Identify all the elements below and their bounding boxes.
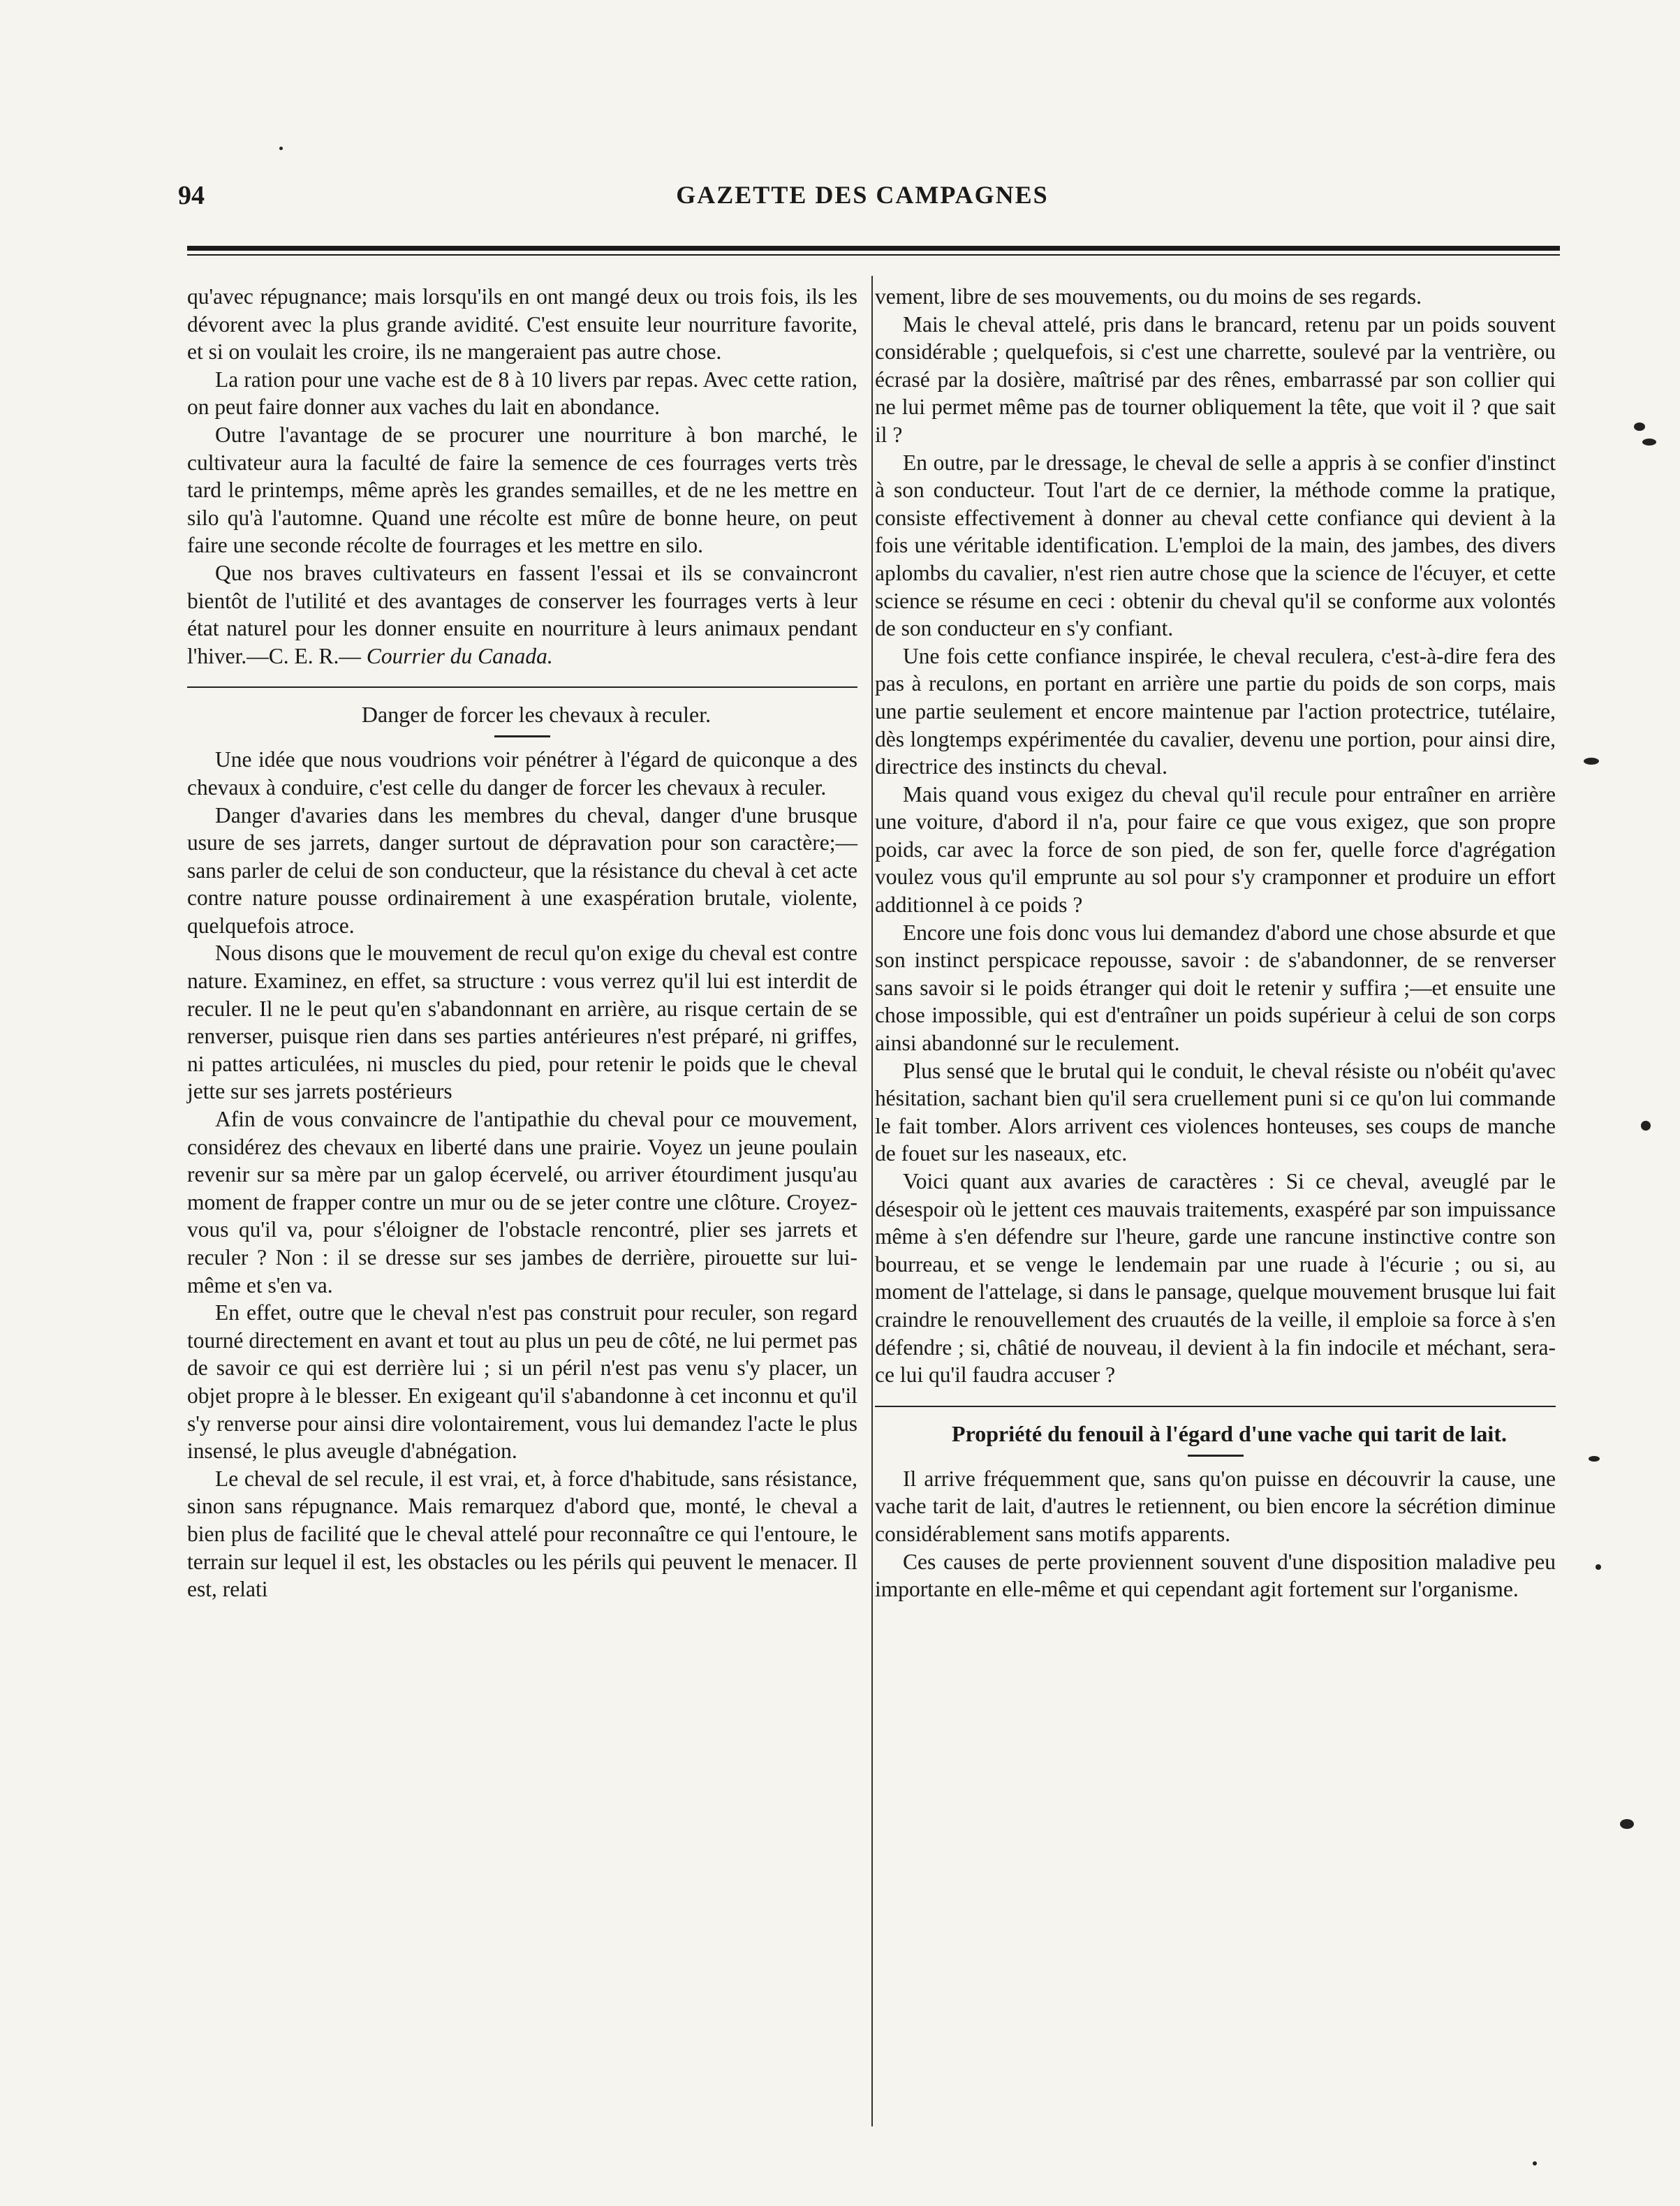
title-underline — [1188, 1455, 1244, 1457]
section-title: Propriété du fenouil à l'égard d'une vache qui tarit de lait. — [952, 1420, 1507, 1446]
paragraph: Outre l'avantage de se procurer une nourriture à bon marché, le cultivateur aura la faculté de faire la semence de ces fourrages verts très tard le printemps, même après les grandes semailles, et de ne les mettre en silo qu'à l'automne. Quand une récolte est mûre de bonne heure, on peut faire une seconde récolte de fourrages et les mettre en silo. — [187, 422, 857, 558]
paragraph: En effet, outre que le cheval n'est pas construit pour reculer, son regard tourné directement en avant et tout au plus un peu de côté, ne lui permet pas de savoir ce qui est derrière lui ; si un péril n'est pas venu s'y placer, un objet propre à le blesser. En exigeant qu'il s'abandonne à cet inconnu et qu'il s'y renverse pour ainsi dire volontairement, vous lui demandez l'acte le plus insensé, le plus aveugle d'abnégation. — [187, 1300, 857, 1464]
paragraph: La ration pour une vache est de 8 à 10 livers par repas. Avec cette ration, on peut faire donner aux vaches du lait en abondance. — [187, 367, 857, 420]
paragraph: Ces causes de perte proviennent souvent d'une disposition maladive peu importante en elle-même et qui cependant agit fortement sur l'organisme. — [875, 1549, 1556, 1602]
right-column — [875, 283, 1556, 1603]
paragraph: Plus sensé que le brutal qui le conduit, le cheval résiste ou n'obéit qu'avec hésitation, sachant bien qu'il sera cruellement puni si ce qu'on lui commande le fait tomber. Alors arrivent ces violences honteuses, ses coups de manche de fouet sur les naseaux, etc. — [875, 1058, 1556, 1166]
running-title: GAZETTE DES CAMPAGNES — [676, 181, 1049, 209]
scan-speck — [1584, 758, 1599, 765]
closing-paragraph — [187, 559, 857, 670]
scan-speck — [279, 147, 283, 150]
paragraph: vement, libre de ses mouvements, ou du moins de ses regards. — [875, 284, 1422, 309]
closing-text: Que nos braves cultivateurs en fassent l'essai et ils se convaincront bientôt de l'utilité et des avantages de conserver les fourrages verts à leur état naturel pour les donner ensuite en nourriture à leurs animaux pendant l'hiver.—C. E. R.— — [187, 560, 857, 668]
column-divider — [871, 276, 873, 2126]
header-rule-thick — [187, 246, 1560, 251]
header-rule-thin — [187, 254, 1560, 256]
paragraph: Mais le cheval attelé, pris dans le brancard, retenu par un poids souvent considérable ; quelquefois, si c'est une charrette, soulevé par la ventrière, ou écrasé par la dosière, maîtrisé par des rênes, embarrassé par son collier qui ne lui permet même pas de tourner obliquement la tête, que voit il ? que sait il ? — [875, 311, 1556, 447]
title-underline — [494, 735, 550, 737]
paragraph: Afin de vous convaincre de l'antipathie du cheval pour ce mouvement, considérez des chevaux en liberté dans une prairie. Voyez un jeune poulain revenir sur sa mère par un galop écervelé, ou arriver étourdiment jusqu'au moment de frapper contre un mur ou de se jeter contre une clôture. Croyez-vous qu'il va, pour s'éloigner de l'obstacle rencontré, plier ses jarrets et reculer ? Non : il se dresse sur ses jambes de derrière, pirouette sur lui-même et s'en va. — [187, 1107, 857, 1297]
scan-speck — [1533, 2161, 1537, 2165]
paragraph: Danger d'avaries dans les membres du cheval, danger d'une brusque usure de ses jarrets, danger surtout de dépravation pour son caractère;—sans parler de celui de son conducteur, que la résistance du cheval à cet acte contre nature pousse ordinairement à une exaspération brutale, violente, quelquefois atroce. — [187, 802, 857, 938]
left-column — [187, 283, 857, 1603]
paragraph: Encore une fois donc vous lui demandez d'abord une chose absurde et que son instinct perspicace repousse, savoir : de s'abandonner, de se renverser sans savoir si le poids étranger qui doit le retenir y suffira ;—et ensuite une chose impossible, qui est d'entraîner un poids supérieur à celui de son corps ainsi abandonné sur le reculement. — [875, 920, 1556, 1056]
paragraph: Le cheval de sel recule, il est vrai, et, à force d'habitude, sans résistance, sinon sans répugnance. Mais remarquez d'abord que, monté, le cheval a bien plus de facilité que le cheval attelé pour reconnaître ce qui l'entoure, le terrain sur lequel il est, les obstacles ou les périls qui peuvent le menacer. Il est, relati — [187, 1466, 857, 1602]
page-header — [178, 180, 1547, 222]
section-divider — [875, 1406, 1556, 1407]
paragraph: qu'avec répugnance; mais lorsqu'ils en ont mangé deux ou trois fois, ils les dévorent avec la plus grande avidité. C'est ensuite leur nourriture favorite, et si on voulait les croire, ils ne mangeraient pas autre chose. — [187, 284, 857, 365]
paragraph: Mais quand vous exigez du cheval qu'il recule pour entraîner en arrière une voiture, d'abord il n'a, pour faire ce que vous exigez, que son propre poids, car avec la force de son pied, de son fer, quelle force d'agrégation voulez vous qu'il emprunte au sol pour s'y cramponner et produire un effort additionnel à ce poids ? — [875, 781, 1556, 918]
scan-speck — [1634, 422, 1645, 431]
scan-speck — [1589, 1456, 1600, 1462]
section-divider — [187, 686, 857, 688]
paragraph: Une fois cette confiance inspirée, le cheval reculera, c'est-à-dire fera des pas à reculons, en portant en arrière une partie du poids de son corps, mais une partie seulement et encore maintenue par l'action protectrice, tutélaire, dès longtemps expérimentée du cavalier, devenu une portion, pour ainsi dire, directrice des instincts du cheval. — [875, 643, 1556, 779]
page-number: 94 — [178, 181, 205, 210]
paragraph: Nous disons que le mouvement de recul qu'on exige du cheval est contre nature. Examinez, en effet, sa structure : vous verrez qu'il lui est interdit de reculer. Il ne le peut qu'en s'abandonnant en arrière, au risque certain de se renverser, puisque rien dans ses parties antérieures n'est préparé, ni griffes, ni pattes articulées, ni muscles du pied, pour retenir le poids que le cheval jette sur ses jarrets postérieurs — [187, 941, 857, 1104]
scan-speck — [1641, 1121, 1651, 1131]
paragraph: Il arrive fréquemment que, sans qu'on puisse en découvrir la cause, une vache tarit de lait, d'autres le retiennent, ou bien encore la sécrétion diminue considérablement sans motifs apparents. — [875, 1466, 1556, 1546]
scan-speck — [1642, 439, 1656, 446]
source-citation: Courrier du Canada. — [366, 643, 553, 668]
scan-speck — [1596, 1564, 1601, 1570]
scan-speck — [1620, 1819, 1634, 1829]
paragraph: Une idée que nous voudrions voir pénétrer à l'égard de quiconque a des chevaux à conduire, c'est celle du danger de forcer les chevaux à reculer. — [187, 747, 857, 800]
section-title: Danger de forcer les chevaux à reculer. — [361, 702, 712, 728]
paragraph: Voici quant aux avaries de caractères : Si ce cheval, aveuglé par le désespoir où le jettent ces mauvais traitements, exaspéré par son impuissance même à s'en défendre sur l'heure, garde une rancune instinctive contre son bourreau, et se venge le lendemain par une ruade à l'écurie ; ou si, au moment de l'attelage, si dans le pansage, quelque mouvement brusque lui fait craindre le renouvellement des cruautés de la veille, il emploie sa force à s'en défendre ; si, châtié de nouveau, il devient à la fin indocile et méchant, sera-ce lui qu'il faudra accuser ? — [875, 1169, 1556, 1388]
paragraph: En outre, par le dressage, le cheval de selle a appris à se confier d'instinct à son conducteur. Tout l'art de ce dernier, la méthode comme la pratique, consiste effectivement à donner au cheval cette confiance qui devient à la fois une véritable identification. L'emploi de la main, des jambes, des divers aplombs du cavalier, n'est rien autre chose que la science de l'écuyer, et cette science se résume en ceci : obtenir du cheval qu'il se conforme aux volontés de son conducteur en s'y confiant. — [875, 450, 1556, 641]
